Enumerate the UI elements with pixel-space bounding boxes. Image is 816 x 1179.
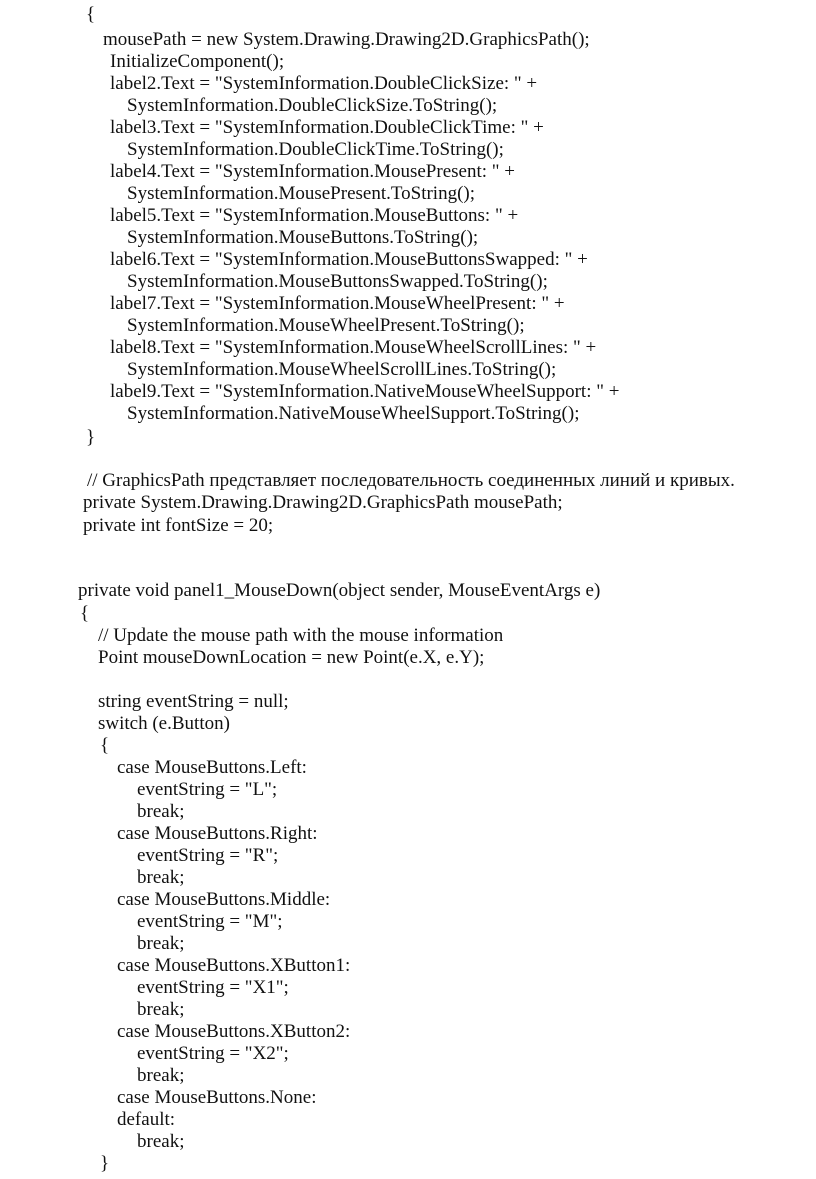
code-line: label8.Text = "SystemInformation.MouseWheelScrollLines: " + — [110, 337, 597, 358]
code-line: { — [100, 735, 110, 756]
code-line: SystemInformation.NativeMouseWheelSupport.ToString(); — [127, 403, 580, 424]
code-line: eventString = "L"; — [137, 779, 278, 800]
code-line: label3.Text = "SystemInformation.DoubleClickTime: " + — [110, 117, 544, 138]
code-line: SystemInformation.MousePresent.ToString(); — [127, 183, 476, 204]
code-line: case MouseButtons.XButton1: — [117, 955, 351, 976]
code-line: { — [86, 4, 96, 25]
code-line: label6.Text = "SystemInformation.MouseButtonsSwapped: " + — [110, 249, 588, 270]
code-line: break; — [137, 801, 185, 822]
code-line: SystemInformation.MouseButtons.ToString(); — [127, 227, 479, 248]
code-line: private void panel1_MouseDown(object sender, MouseEventArgs e) — [78, 580, 601, 601]
code-line: label4.Text = "SystemInformation.MousePresent: " + — [110, 161, 515, 182]
code-line: SystemInformation.DoubleClickTime.ToString(); — [127, 139, 504, 160]
code-line: break; — [137, 999, 185, 1020]
code-line: eventString = "X2"; — [137, 1043, 289, 1064]
code-line: eventString = "X1"; — [137, 977, 289, 998]
code-line: { — [80, 603, 90, 624]
code-line: break; — [137, 933, 185, 954]
code-line: // Update the mouse path with the mouse information — [98, 625, 504, 646]
code-line: } — [86, 427, 96, 448]
code-line: private System.Drawing.Drawing2D.GraphicsPath mousePath; — [83, 492, 563, 513]
code-line: // GraphicsPath представляет последовательность соединенных линий и кривых. — [87, 470, 735, 491]
code-line: private int fontSize = 20; — [83, 515, 274, 536]
code-line: SystemInformation.MouseWheelScrollLines.ToString(); — [127, 359, 557, 380]
code-line: label5.Text = "SystemInformation.MouseButtons: " + — [110, 205, 519, 226]
code-line: string eventString = null; — [98, 691, 289, 712]
code-line: label2.Text = "SystemInformation.DoubleClickSize: " + — [110, 73, 538, 94]
code-line: label7.Text = "SystemInformation.MouseWheelPresent: " + — [110, 293, 565, 314]
code-line: Point mouseDownLocation = new Point(e.X, e.Y); — [98, 647, 485, 668]
code-line: case MouseButtons.Right: — [117, 823, 318, 844]
code-line: eventString = "R"; — [137, 845, 279, 866]
code-line: case MouseButtons.XButton2: — [117, 1021, 351, 1042]
code-line: break; — [137, 1131, 185, 1152]
code-line: break; — [137, 1065, 185, 1086]
code-line: } — [100, 1153, 110, 1174]
code-line: eventString = "M"; — [137, 911, 283, 932]
code-line: InitializeComponent(); — [110, 51, 285, 72]
code-line: label9.Text = "SystemInformation.NativeMouseWheelSupport: " + — [110, 381, 620, 402]
code-line: SystemInformation.MouseWheelPresent.ToString(); — [127, 315, 525, 336]
code-line: default: — [117, 1109, 176, 1130]
code-line: case MouseButtons.Middle: — [117, 889, 331, 910]
code-line: mousePath = new System.Drawing.Drawing2D.GraphicsPath(); — [103, 29, 590, 50]
code-line: switch (e.Button) — [98, 713, 230, 734]
code-line: break; — [137, 867, 185, 888]
code-line: case MouseButtons.None: — [117, 1087, 317, 1108]
code-line: SystemInformation.DoubleClickSize.ToString(); — [127, 95, 498, 116]
code-line: case MouseButtons.Left: — [117, 757, 307, 778]
code-line: SystemInformation.MouseButtonsSwapped.ToString(); — [127, 271, 548, 292]
